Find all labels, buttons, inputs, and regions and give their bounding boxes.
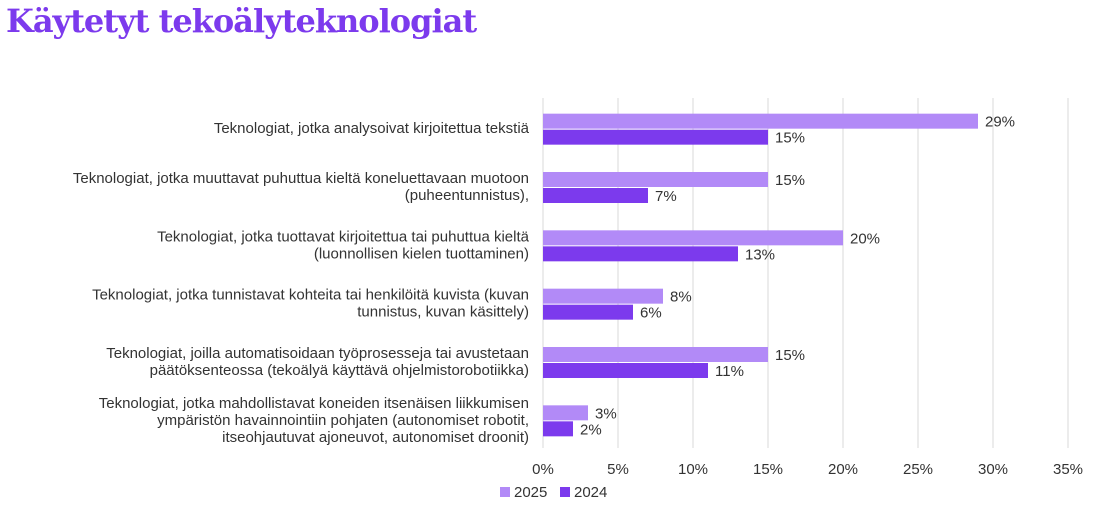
- category-label-line: Teknologiat, jotka muuttavat puhuttua kieltä koneluettavaan muotoon: [72, 170, 529, 187]
- bar-2024: [543, 421, 573, 436]
- category-label-line: Teknologiat, joilla automatisoidaan työprosesseja tai avustetaan: [106, 345, 529, 362]
- x-tick-label: 35%: [1052, 461, 1084, 478]
- data-label: 3%: [595, 405, 617, 423]
- category-label: [92, 287, 529, 321]
- category-label-line: Teknologiat, jotka tunnistavat kohteita tai henkilöitä kuvista (kuvan: [92, 286, 529, 304]
- category-label-line: ympäristön havainnointiin pohjaten (autonomiset robotit,: [157, 411, 529, 429]
- data-label: 15%: [775, 129, 806, 147]
- bar-2025: [543, 347, 768, 362]
- category-label: [73, 170, 529, 204]
- data-label: 7%: [655, 188, 677, 205]
- x-tick-label: 0%: [532, 461, 554, 478]
- x-tick-label: 5%: [607, 461, 629, 478]
- category-label: [106, 345, 529, 379]
- bar-2024: [543, 305, 633, 320]
- data-label: 11%: [715, 363, 744, 380]
- category-label: [214, 120, 530, 137]
- legend-label: 2025: [514, 484, 548, 501]
- page-title: Käytetyt tekoälyteknologiat: [6, 2, 477, 40]
- bar-2024: [543, 188, 648, 203]
- data-label: 20%: [850, 230, 881, 248]
- category-label-line: Teknologiat, jotka tuottavat kirjoitettua tai puhuttua kieltä: [157, 228, 529, 246]
- legend-swatch-2024: [560, 487, 570, 497]
- category-label-line: päätöksenteossa (tekoälyä käyttävä ohjelmistorobotiikka): [149, 362, 529, 379]
- data-label: 15%: [775, 172, 806, 189]
- bar-2024: [543, 246, 738, 261]
- x-tick-label: 20%: [827, 461, 859, 478]
- category-label-line: Teknologiat, jotka analysoivat kirjoitettua tekstiä: [213, 120, 529, 138]
- bar-2024: [543, 363, 708, 378]
- bar-2024: [543, 130, 768, 145]
- category-label-line: itseohjautuvat ajoneuvot, autonomiset droonit): [222, 428, 529, 446]
- x-tick-label: 10%: [677, 461, 709, 478]
- x-tick-label: 30%: [977, 461, 1009, 478]
- x-tick-label: 15%: [752, 461, 784, 478]
- data-label: 15%: [775, 347, 806, 364]
- data-label: 2%: [580, 421, 602, 439]
- category-label-line: Teknologiat, jotka mahdollistavat koneiden itsenäisen liikkumisen: [98, 394, 529, 412]
- legend-swatch-2025: [500, 487, 510, 497]
- data-label: 13%: [745, 246, 776, 264]
- category-label: [99, 395, 529, 446]
- category-label-line: tunnistus, kuvan käsittely): [357, 303, 529, 321]
- bar-2025: [543, 172, 768, 187]
- category-label: [157, 228, 530, 262]
- category-label-line: (puheentunnistus),: [404, 187, 529, 204]
- data-label: 29%: [985, 113, 1016, 131]
- x-tick-label: 25%: [902, 461, 934, 478]
- legend-label: 2024: [574, 484, 608, 501]
- bar-2025: [543, 405, 588, 420]
- category-label-line: (luonnollisen kielen tuottaminen): [313, 245, 529, 263]
- data-label: 6%: [640, 304, 662, 322]
- bar-2025: [543, 230, 843, 245]
- bar-2025: [543, 289, 663, 304]
- data-label: 8%: [670, 288, 692, 306]
- bar-2025: [543, 114, 978, 129]
